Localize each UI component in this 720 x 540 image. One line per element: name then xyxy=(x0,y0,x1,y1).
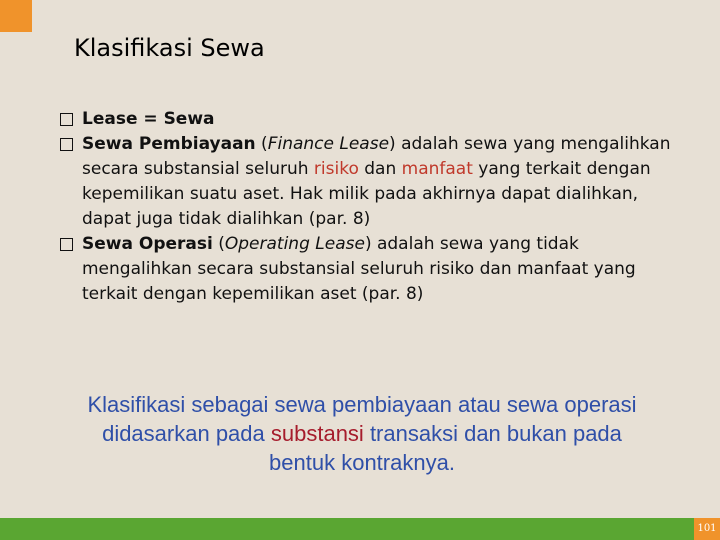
footer-bar xyxy=(0,518,720,540)
bullet-term: Sewa Pembiayaan xyxy=(82,134,256,154)
highlight-risiko: risiko xyxy=(313,159,359,179)
bullet-text: ( xyxy=(255,134,268,154)
bullet-text: dan xyxy=(358,159,402,179)
slide-title: Klasifikasi Sewa xyxy=(74,34,265,62)
note-text: Klasifikasi sebagai sewa pembiayaan atau sewa operasi didasarkan pada xyxy=(87,392,637,446)
note-highlight: substansi xyxy=(270,421,364,446)
bullet-text: ( xyxy=(212,234,225,254)
highlight-manfaat: manfaat xyxy=(401,159,473,179)
bullet-text: yang terkait dengan kepemilikan suatu aset. Hak milik pada akhirnya dapat dialihkan, dapat juga tidak dialihkan (par. 8) xyxy=(82,159,651,229)
bullet-list xyxy=(58,107,678,307)
bullet-term: Lease = Sewa xyxy=(82,109,215,129)
bullet-text: ) adalah sewa yang mengalihkan secara substansial seluruh xyxy=(82,134,671,179)
bullet-item xyxy=(58,132,678,232)
corner-accent xyxy=(0,0,32,32)
note-text: transaksi dan bukan pada bentuk kontraknya. xyxy=(269,421,622,475)
bullet-english-term: Operating Lease xyxy=(224,234,365,254)
checkbox-bullet-icon xyxy=(60,238,73,251)
checkbox-bullet-icon xyxy=(60,138,73,151)
bullet-term: Sewa Operasi xyxy=(82,234,213,254)
bullet-item xyxy=(58,232,678,307)
page-number: 101 xyxy=(694,518,720,540)
checkbox-bullet-icon xyxy=(60,113,73,126)
bullet-text: ) adalah sewa yang tidak mengalihkan secara substansial seluruh risiko dan manfaat yang terkait dengan kepemilikan aset (par. 8) xyxy=(82,234,636,304)
summary-note xyxy=(72,390,652,477)
bullet-item xyxy=(58,107,678,132)
bullet-english-term: Finance Lease xyxy=(267,134,390,154)
